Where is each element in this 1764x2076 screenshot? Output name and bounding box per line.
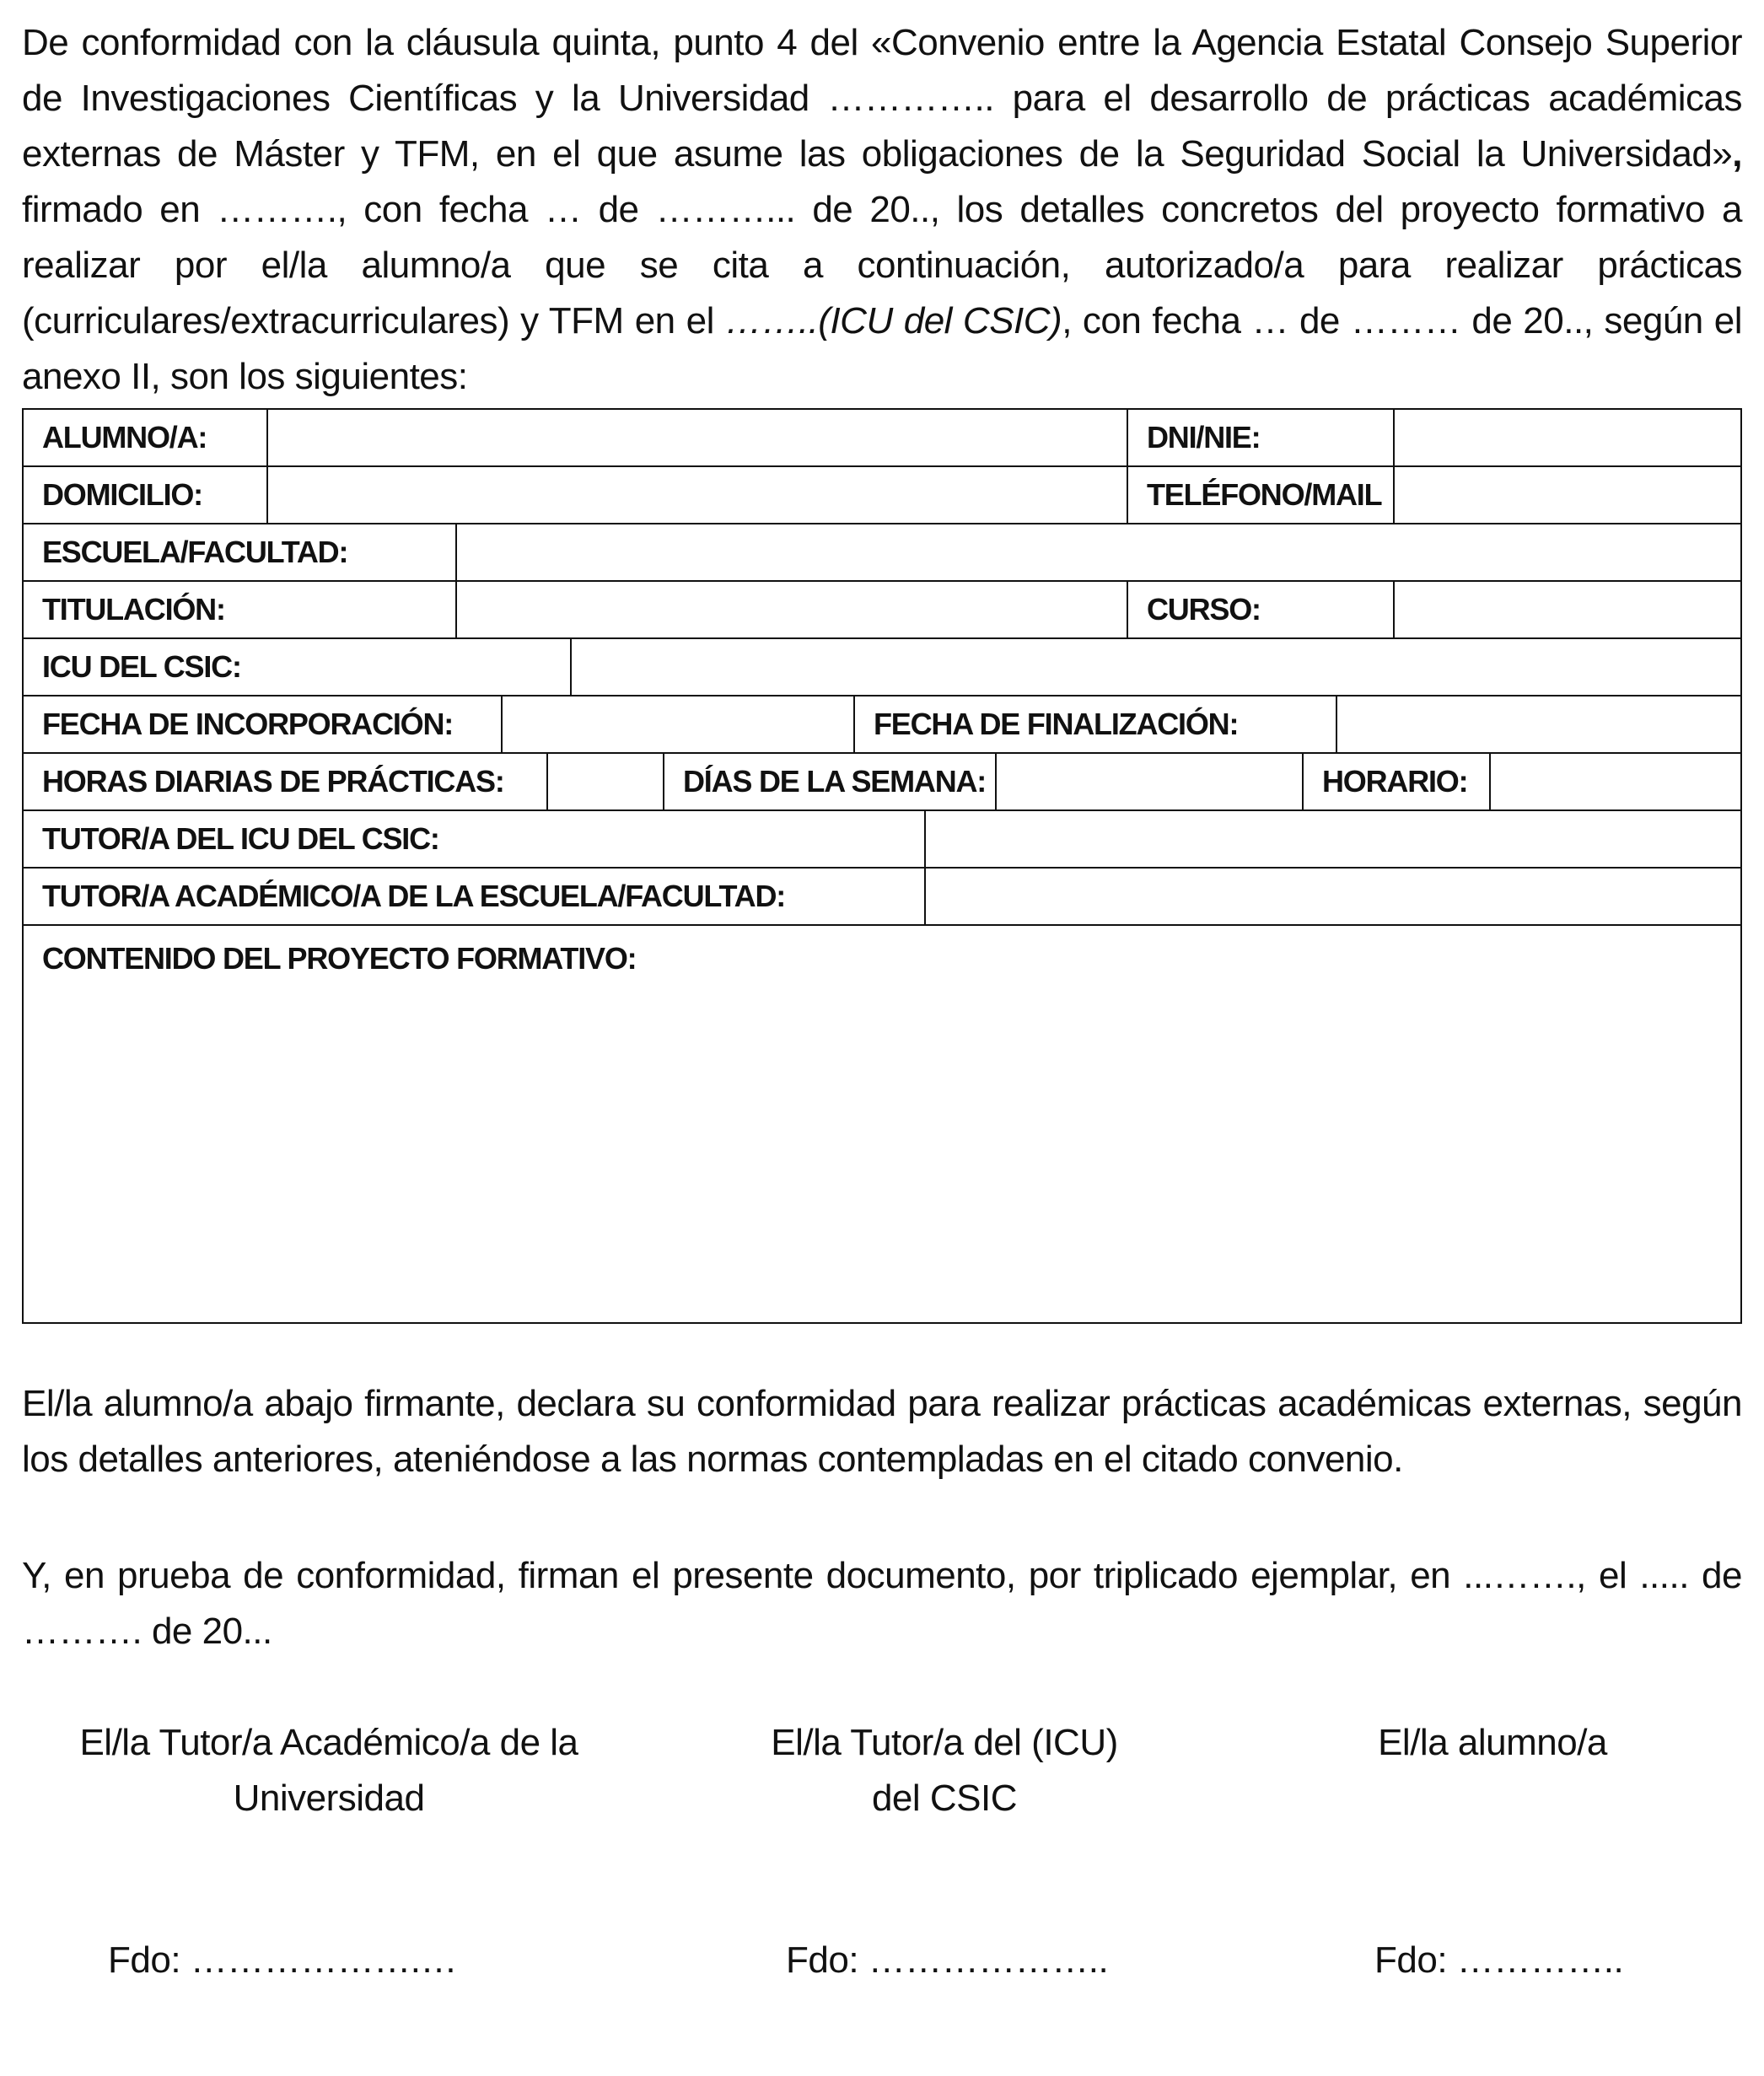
row-escuela <box>24 524 1740 582</box>
declaration-paragraph: El/la alumno/a abajo firmante, declara su conformidad para realizar prácticas académicas externas, según los detalles anteriores, ateniéndose a las normas contempladas en el citado convenio. <box>22 1383 1742 1480</box>
field-curso[interactable] <box>1395 582 1740 637</box>
field-tutor-icu[interactable] <box>926 811 1740 867</box>
signature-line-alumno[interactable]: Fdo: ………….. <box>1374 1939 1624 1981</box>
intro-icu-placeholder: ……..(ICU del CSIC) <box>724 300 1062 342</box>
field-horario[interactable] <box>1491 754 1740 809</box>
label-alumno: ALUMNO/A: <box>24 410 268 465</box>
label-contenido-proyecto: CONTENIDO DEL PROYECTO FORMATIVO: <box>42 941 637 976</box>
field-domicilio[interactable] <box>268 467 1128 523</box>
intro-paragraph <box>22 15 1742 405</box>
row-icu <box>24 639 1740 696</box>
signature-title-csic: del CSIC <box>871 1778 1018 1819</box>
label-titulacion: TITULACIÓN: <box>24 582 457 637</box>
training-project-form <box>22 408 1742 1324</box>
conformity-paragraph: Y, en prueba de conformidad, firman el presente documento, por triplicado ejemplar, en ...……., el ..... de ………. de 20... <box>22 1555 1742 1652</box>
intro-comma: , <box>1732 133 1742 175</box>
signature-block-tutor-icu <box>691 1715 1197 1826</box>
signature-line-tutor-academico[interactable]: Fdo: ……………….… <box>108 1939 457 1981</box>
field-dias-semana[interactable] <box>997 754 1304 809</box>
intro-text-3: , con fecha … de ……… de 20.., según el anexo II, son los siguientes: <box>22 300 1742 397</box>
field-titulacion[interactable] <box>457 582 1128 637</box>
field-dni[interactable] <box>1395 410 1740 465</box>
label-horas-diarias: HORAS DIARIAS DE PRÁCTICAS: <box>24 754 548 809</box>
signature-title-tutor-academico: El/la Tutor/a Académico/a de la <box>79 1722 578 1763</box>
signature-block-alumno <box>1315 1715 1670 1771</box>
label-escuela: ESCUELA/FACULTAD: <box>24 524 457 580</box>
label-fecha-incorporacion: FECHA DE INCORPORACIÓN: <box>24 696 503 752</box>
label-telefono: TELÉFONO/MAIL <box>1128 467 1395 523</box>
label-domicilio: DOMICILIO: <box>24 467 268 523</box>
field-escuela[interactable] <box>457 524 1740 580</box>
label-horario: HORARIO: <box>1304 754 1491 809</box>
field-contenido-proyecto[interactable] <box>24 931 1740 1322</box>
row-titulacion <box>24 582 1740 639</box>
label-icu: ICU DEL CSIC: <box>24 639 572 695</box>
signature-title-tutor-icu: El/la Tutor/a del (ICU) <box>771 1722 1118 1763</box>
intro-text-1: De conformidad con la cláusula quinta, punto 4 del «Convenio entre la Agencia Estatal Consejo Superior de Investigaciones Científicas y la Universidad ………….. para el desarrollo de prácticas académicas externas de Máster y TFM, en el que asume las obligaciones de la Seguridad Social la Universidad» <box>22 22 1742 175</box>
row-tutor-academico <box>24 869 1740 926</box>
label-dias-semana: DÍAS DE LA SEMANA: <box>664 754 997 809</box>
label-tutor-academico: TUTOR/A ACADÉMICO/A DE LA ESCUELA/FACULTAD: <box>24 869 926 924</box>
field-tutor-academico[interactable] <box>926 869 1740 924</box>
field-fecha-incorporacion[interactable] <box>503 696 855 752</box>
row-fechas <box>24 696 1740 754</box>
row-tutor-icu <box>24 811 1740 869</box>
signature-title-universidad: Universidad <box>233 1778 425 1819</box>
label-tutor-icu: TUTOR/A DEL ICU DEL CSIC: <box>24 811 926 867</box>
field-alumno[interactable] <box>268 410 1128 465</box>
label-fecha-finalizacion: FECHA DE FINALIZACIÓN: <box>855 696 1337 752</box>
signature-block-tutor-academico <box>51 1715 607 1826</box>
field-horas-diarias[interactable] <box>548 754 664 809</box>
label-dni: DNI/NIE: <box>1128 410 1395 465</box>
signature-line-tutor-icu[interactable]: Fdo: ……………….. <box>786 1939 1109 1981</box>
field-icu[interactable] <box>572 639 1740 695</box>
row-horas <box>24 754 1740 811</box>
field-telefono[interactable] <box>1395 467 1740 523</box>
signature-title-alumno: El/la alumno/a <box>1378 1722 1607 1763</box>
label-curso: CURSO: <box>1128 582 1395 637</box>
row-alumno <box>24 410 1740 467</box>
field-fecha-finalizacion[interactable] <box>1337 696 1740 752</box>
intro-text-2: firmado en ………., con fecha … de ………... de 20.., los detalles concretos del proyecto formativo a realizar por el/la alumno/a que se cita a continuación, autorizado/a para realizar prácticas (curriculares/extracurriculares) y TFM en el <box>22 189 1742 342</box>
row-domicilio <box>24 467 1740 524</box>
